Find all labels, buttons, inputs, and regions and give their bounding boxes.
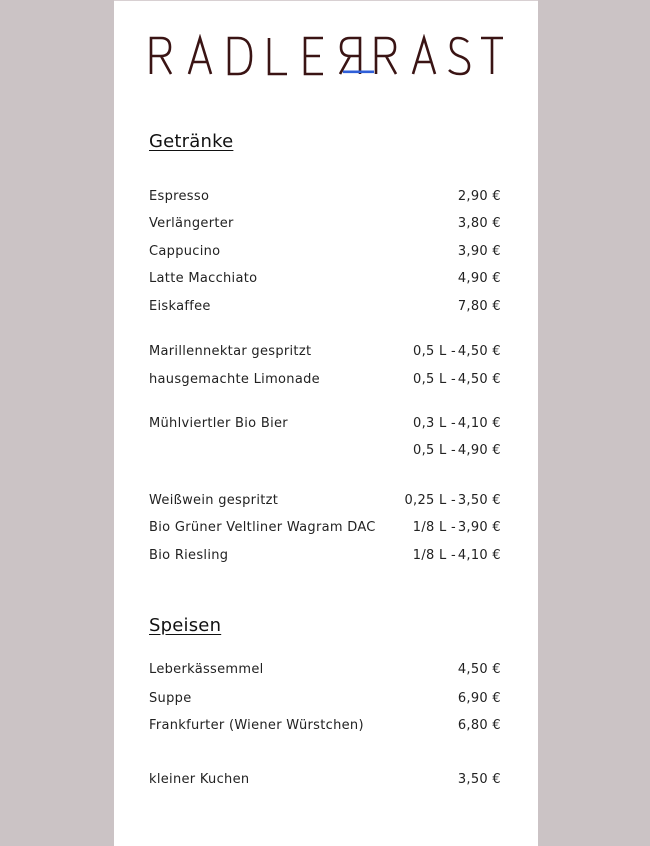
item-price: 4,10 € bbox=[457, 416, 501, 431]
item-volume: 0,5 L - bbox=[413, 443, 456, 458]
menu-item bbox=[149, 344, 504, 362]
section-title-food: Speisen bbox=[149, 615, 222, 636]
item-price: 4,10 € bbox=[457, 548, 501, 563]
item-name: Bio Grüner Veltliner Wagram DAC bbox=[149, 520, 376, 535]
item-name: Bio Riesling bbox=[149, 548, 229, 563]
item-volume: 0,5 L - bbox=[413, 344, 456, 359]
item-name: kleiner Kuchen bbox=[149, 772, 250, 787]
item-name: Marillennektar gespritzt bbox=[149, 344, 312, 359]
item-price: 2,90 € bbox=[457, 189, 501, 204]
item-name: Eiskaffee bbox=[149, 299, 211, 314]
menu-item bbox=[149, 216, 504, 234]
menu-item bbox=[149, 772, 504, 790]
item-name: hausgemachte Limonade bbox=[149, 372, 320, 387]
item-volume: 0,3 L - bbox=[413, 416, 456, 431]
menu-item bbox=[149, 691, 504, 709]
menu-item bbox=[149, 416, 504, 434]
item-price: 4,90 € bbox=[457, 443, 501, 458]
item-name: Weißwein gespritzt bbox=[149, 493, 279, 508]
item-name: Leberkässemmel bbox=[149, 662, 264, 677]
item-volume: 0,5 L - bbox=[413, 372, 456, 387]
item-price: 6,80 € bbox=[457, 718, 501, 733]
menu-item bbox=[149, 372, 504, 390]
menu-item bbox=[149, 493, 504, 511]
item-volume: 1/8 L - bbox=[412, 520, 456, 535]
menu-item bbox=[149, 662, 504, 680]
menu-page bbox=[114, 0, 538, 846]
item-price: 4,50 € bbox=[457, 372, 501, 387]
menu-item bbox=[149, 718, 504, 736]
menu-item bbox=[149, 244, 504, 262]
item-price: 4,50 € bbox=[457, 662, 501, 677]
item-volume: 0,25 L - bbox=[404, 493, 456, 508]
item-price: 4,90 € bbox=[457, 271, 501, 286]
section-title-drinks: Getränke bbox=[149, 131, 234, 152]
menu-item bbox=[149, 271, 504, 289]
item-name: Verlängerter bbox=[149, 216, 234, 231]
menu-item bbox=[149, 443, 504, 461]
item-name: Mühlviertler Bio Bier bbox=[149, 416, 288, 431]
item-name: Espresso bbox=[149, 189, 210, 204]
menu-item bbox=[149, 189, 504, 207]
item-price: 6,90 € bbox=[457, 691, 501, 706]
brand-logo bbox=[149, 34, 504, 78]
item-price: 3,80 € bbox=[457, 216, 501, 231]
menu-item bbox=[149, 520, 504, 538]
menu-item bbox=[149, 299, 504, 317]
item-volume: 1/8 L - bbox=[412, 548, 456, 563]
item-name: Cappucino bbox=[149, 244, 221, 259]
item-price: 3,90 € bbox=[457, 244, 501, 259]
item-price: 7,80 € bbox=[457, 299, 501, 314]
item-price: 3,50 € bbox=[457, 493, 501, 508]
item-name: Frankfurter (Wiener Würstchen) bbox=[149, 718, 364, 733]
item-name: Suppe bbox=[149, 691, 192, 706]
item-price: 3,90 € bbox=[457, 520, 501, 535]
item-price: 4,50 € bbox=[457, 344, 501, 359]
item-name: Latte Macchiato bbox=[149, 271, 258, 286]
menu-item bbox=[149, 548, 504, 566]
item-price: 3,50 € bbox=[457, 772, 501, 787]
